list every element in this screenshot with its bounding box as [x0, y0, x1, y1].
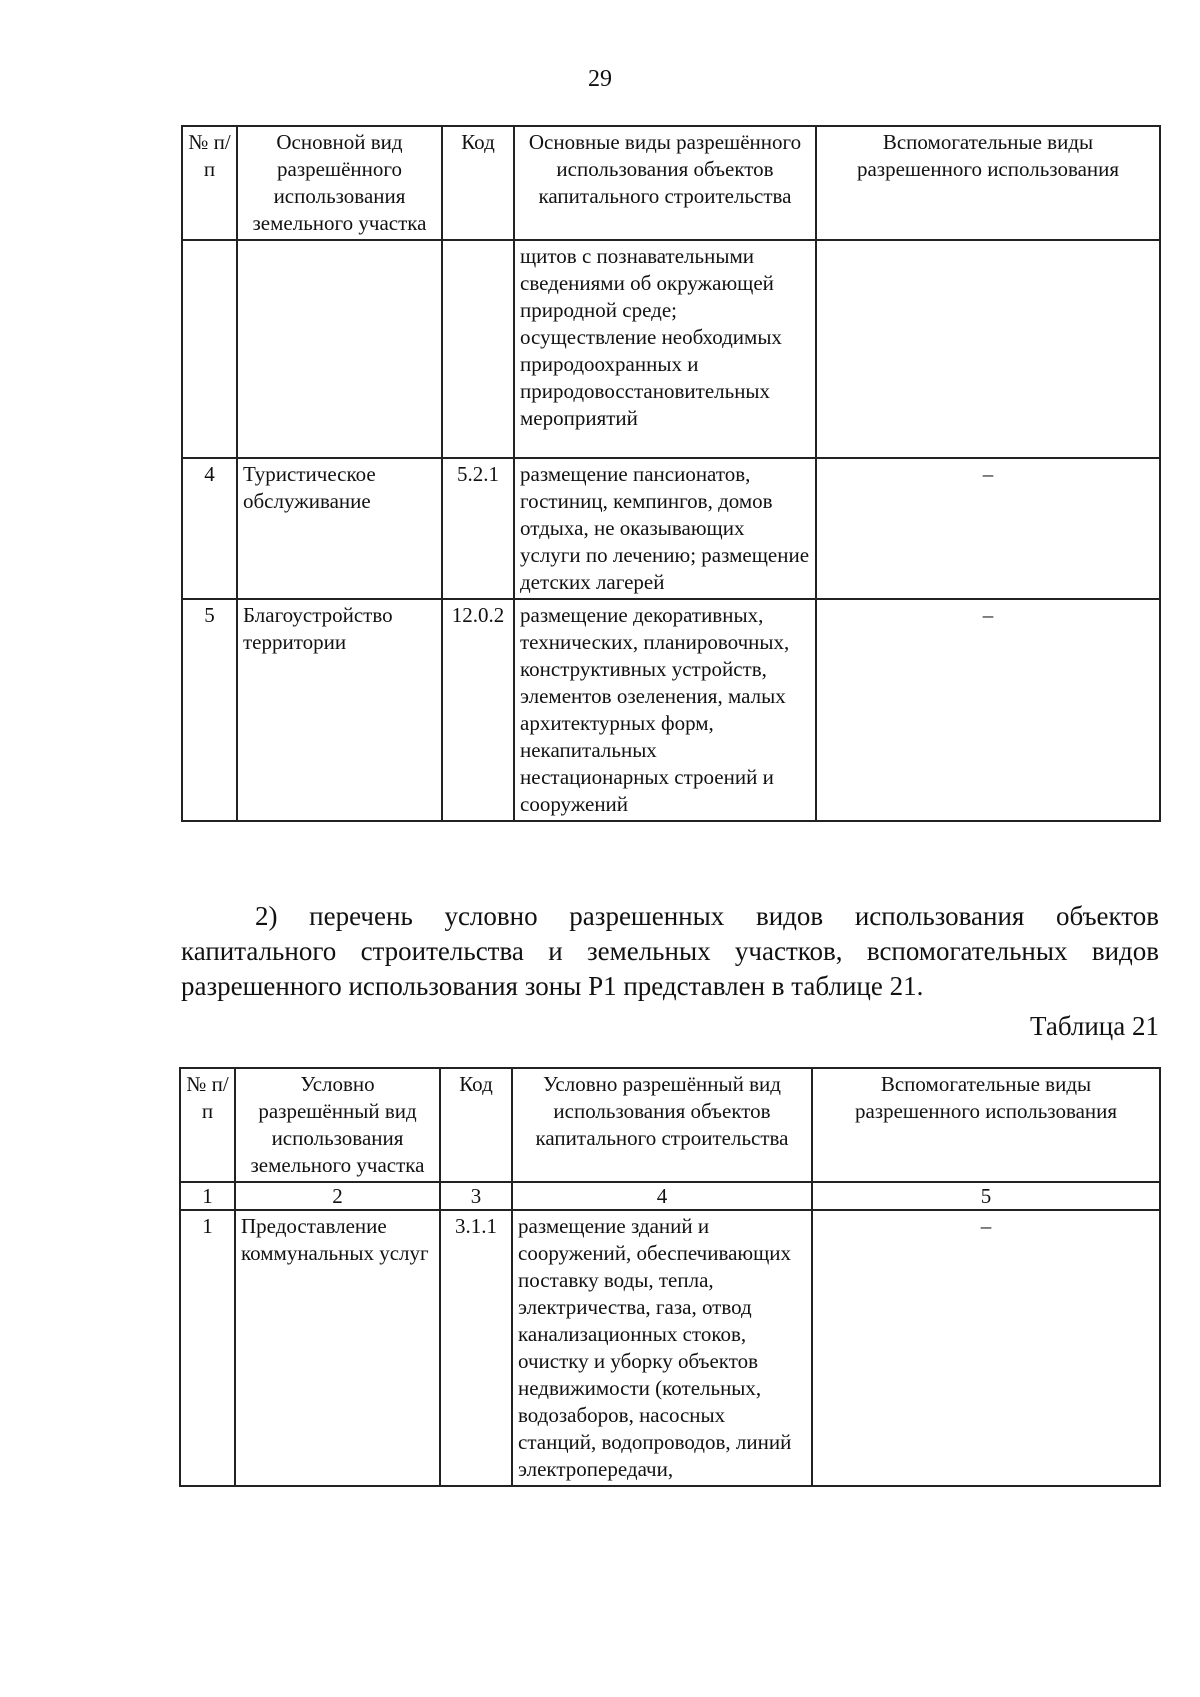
header-code: Код	[440, 1068, 512, 1182]
column-number: 2	[235, 1182, 440, 1210]
cell-number: 4	[182, 458, 237, 599]
column-number: 1	[180, 1182, 235, 1210]
cell-code: 3.1.1	[440, 1210, 512, 1486]
cell-code: 12.0.2	[442, 599, 514, 821]
zoning-table-main-uses	[181, 125, 1161, 822]
column-number: 4	[512, 1182, 812, 1210]
cell-auxiliary-uses: –	[816, 599, 1160, 821]
column-number: 3	[440, 1182, 512, 1210]
table-header-row	[180, 1068, 1160, 1182]
cell-main-uses: размещение пансионатов, гостиниц, кемпингов, домов отдыха, не оказывающих услуги по лечению; размещение детских лагерей	[514, 458, 816, 599]
cell-land-use-type: Благоустройство территории	[237, 599, 442, 821]
table-row	[180, 1210, 1160, 1486]
cell-auxiliary-uses	[816, 240, 1160, 458]
page-number: 29	[588, 66, 612, 92]
header-land-use-type: Основной вид разрешённого использования земельного участка	[237, 126, 442, 240]
header-number: № п/п	[180, 1068, 235, 1182]
cell-main-uses: щитов с познавательными сведениями об окружающей природной среде; осуществление необходимых природоохранных и природовосстановительных мероприятий	[514, 240, 816, 458]
header-number: № п/п	[182, 126, 237, 240]
cell-code	[442, 240, 514, 458]
cell-number	[182, 240, 237, 458]
header-main-uses: Основные виды разрешённого использования объектов капитального строительства	[514, 126, 816, 240]
body-paragraph: 2) перечень условно разрешенных видов использования объектов капитального строительства и земельных участков, вспомогательных видов разрешенного использования зоны Р1 представлен в таблице 21.	[181, 901, 1159, 1001]
header-auxiliary-uses: Вспомогательные виды разрешенного использования	[816, 126, 1160, 240]
zoning-table-conditional-uses	[179, 1067, 1161, 1487]
column-number: 5	[812, 1182, 1160, 1210]
header-land-use-type: Условно разрешённый вид использования земельного участка	[235, 1068, 440, 1182]
header-conditional-uses: Условно разрешённый вид использования объектов капитального строительства	[512, 1068, 812, 1182]
cell-land-use-type: Туристическое обслуживание	[237, 458, 442, 599]
header-code: Код	[442, 126, 514, 240]
table-row	[182, 240, 1160, 458]
header-auxiliary-uses: Вспомогательные виды разрешенного использования	[812, 1068, 1160, 1182]
cell-conditional-uses: размещение зданий и сооружений, обеспечивающих поставку воды, тепла, электричества, газа, отвод канализационных стоков, очистку и уборку объектов недвижимости (котельных, водозаборов, насосных станций, водопроводов, линий электропередачи,	[512, 1210, 812, 1486]
cell-auxiliary-uses: –	[812, 1210, 1160, 1486]
cell-auxiliary-uses: –	[816, 458, 1160, 599]
cell-land-use-type	[237, 240, 442, 458]
table-row	[182, 599, 1160, 821]
table-row	[182, 458, 1160, 599]
table-header-row	[182, 126, 1160, 240]
table-caption: Таблица 21	[1030, 1011, 1159, 1041]
column-number-row	[180, 1182, 1160, 1210]
cell-main-uses: размещение декоративных, технических, планировочных, конструктивных устройств, элементов озеленения, малых архитектурных форм, некапитальных нестационарных строений и сооружений	[514, 599, 816, 821]
cell-land-use-type: Предоставление коммунальных услуг	[235, 1210, 440, 1486]
cell-number: 1	[180, 1210, 235, 1486]
cell-code: 5.2.1	[442, 458, 514, 599]
cell-number: 5	[182, 599, 237, 821]
